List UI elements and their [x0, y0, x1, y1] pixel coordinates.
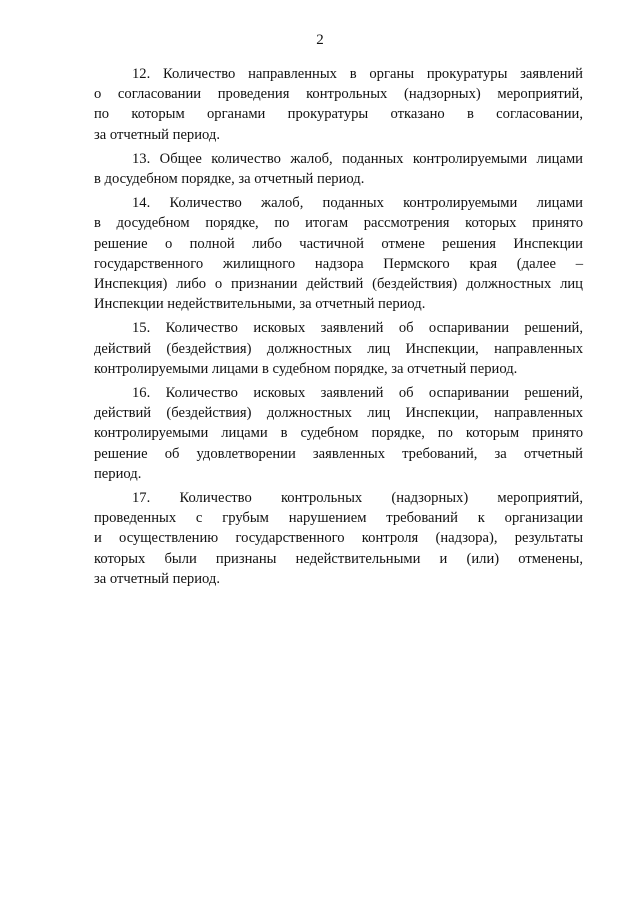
paragraph-14 [94, 193, 583, 314]
text-line: решение о полной либо частичной отмене решения Инспекции [94, 235, 583, 252]
text-line: 15. Количество исковых заявлений об оспаривании решений, [132, 320, 583, 337]
text-line: в досудебном порядке, за отчетный период. [94, 171, 365, 188]
text-line: контролируемыми лицами в судебном порядке, по которым принято [94, 425, 583, 442]
paragraph-13 [94, 149, 583, 189]
text-line: о согласовании проведения контрольных (надзорных) мероприятий, [94, 86, 583, 103]
page-number: 2 [316, 32, 324, 48]
text-line: контролируемыми лицами в судебном порядке, за отчетный период. [94, 360, 518, 377]
text-line: 16. Количество исковых заявлений об оспаривании решений, [132, 385, 583, 402]
text-line: Инспекция) либо о признании действий (бездействия) должностных лиц [94, 276, 583, 293]
document-body [94, 64, 583, 593]
text-line: которых были признаны недействительными и (или) отменены, [94, 550, 583, 567]
paragraph-15 [94, 318, 583, 379]
paragraph-12 [94, 64, 583, 145]
text-line: решение об удовлетворении заявленных требований, за отчетный [94, 445, 583, 462]
text-line: действий (бездействия) должностных лиц Инспекции, направленных [94, 405, 583, 422]
text-line: в досудебном порядке, по итогам рассмотрения которых принято [94, 215, 583, 232]
text-line: за отчетный период. [94, 126, 220, 143]
text-line: действий (бездействия) должностных лиц Инспекции, направленных [94, 340, 583, 357]
paragraph-16 [94, 383, 583, 484]
paragraph-17 [94, 488, 583, 589]
text-line: и осуществлению государственного контроля (надзора), результаты [94, 530, 583, 547]
text-line: период. [94, 465, 142, 482]
text-line: Инспекции недействительными, за отчетный период. [94, 296, 426, 313]
text-line: 14. Количество жалоб, поданных контролируемыми лицами [132, 195, 583, 212]
text-line: 13. Общее количество жалоб, поданных контролируемыми лицами [132, 150, 583, 167]
text-line: за отчетный период. [94, 570, 220, 587]
text-line: 12. Количество направленных в органы прокуратуры заявлений [132, 66, 583, 82]
text-line: по которым органами прокуратуры отказано в согласовании, [94, 106, 583, 123]
text-line: проведенных с грубым нарушением требований к организации [94, 510, 583, 527]
text-line: государственного жилищного надзора Пермского края (далее – [94, 255, 583, 272]
text-line: 17. Количество контрольных (надзорных) мероприятий, [132, 490, 583, 507]
